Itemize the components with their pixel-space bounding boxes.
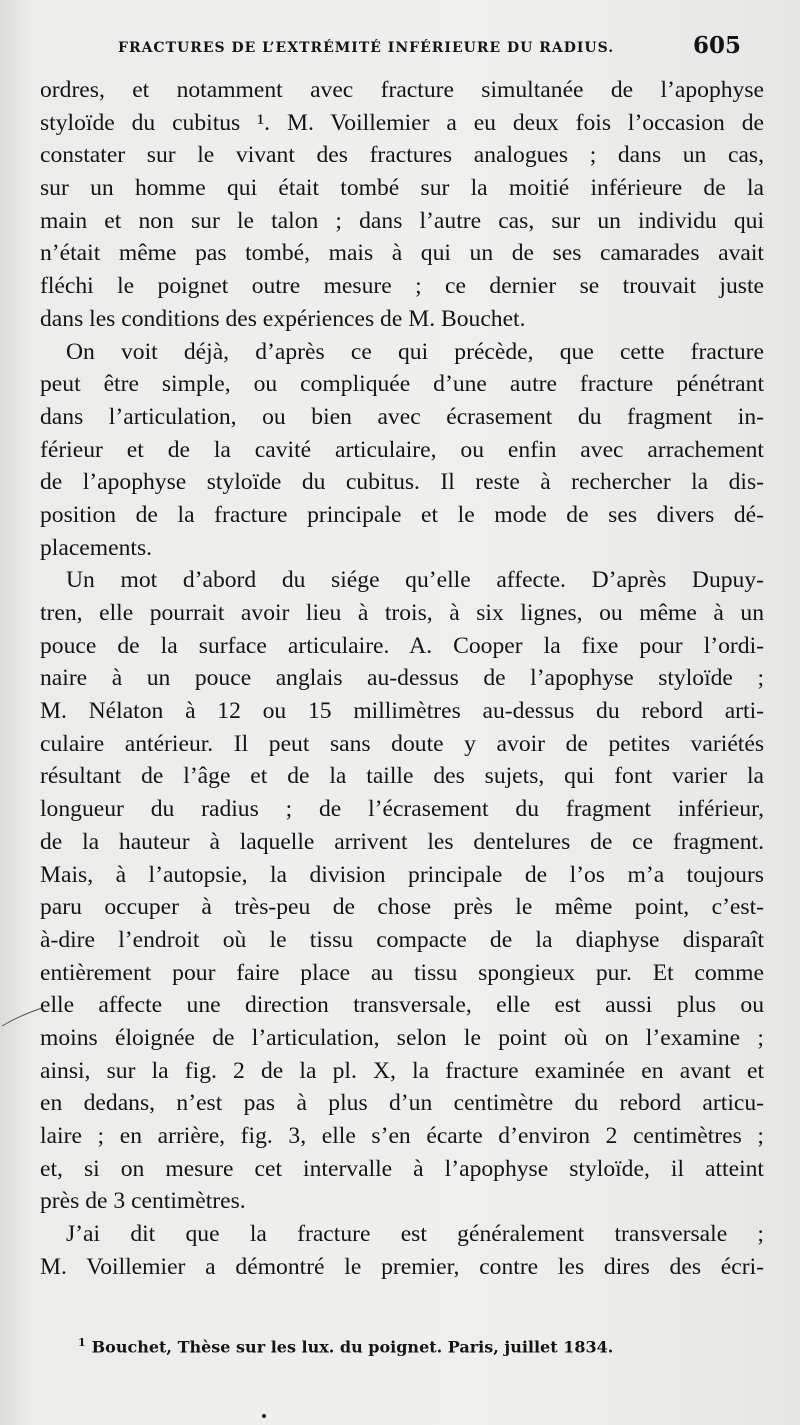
- text-line: Mais, à l’autopsie, la division principale de l’os m’a toujours: [40, 861, 764, 888]
- text-line: n’était même pas tombé, mais à qui un de ses camarades avait: [40, 240, 764, 267]
- text-line: en dedans, n’est pas à plus d’un centimètre du rebord articu-: [40, 1090, 764, 1117]
- text-line: ordres, et notamment avec fracture simultanée de l’apophyse: [40, 77, 764, 103]
- text-line: fléchi le poignet outre mesure ; ce dernier se trouvait juste: [40, 273, 764, 300]
- text-line: férieur et de la cavité articulaire, ou enfin avec arrachement: [40, 436, 764, 463]
- text-line: de l’apophyse styloïde du cubitus. Il reste à rechercher la dis-: [40, 469, 764, 496]
- text-line: et, si on mesure cet intervalle à l’apophyse styloïde, il atteint: [40, 1155, 764, 1182]
- text-line: peut être simple, ou compliquée d’une autre fracture pénétrant: [40, 371, 764, 398]
- text-line: elle affecte une direction transversale, elle est aussi plus ou: [40, 992, 764, 1019]
- text-line: moins éloignée de l’articulation, selon le point où on l’examine ;: [40, 1024, 764, 1051]
- footnote-text: Bouchet, Thèse sur les lux. du poignet. Paris, juillet 1834.: [91, 1337, 614, 1357]
- text-line: paru occuper à très-peu de chose près le même point, c’est-: [40, 894, 764, 921]
- text-line: de la hauteur à laquelle arrivent les dentelures de ce fragment.: [40, 828, 764, 855]
- text-line: placements.: [40, 534, 153, 561]
- text-line: M. Nélaton à 12 ou 15 millimètres au-dessus du rebord arti-: [40, 698, 764, 725]
- text-line: ainsi, sur la fig. 2 de la pl. X, la fracture examinée en avant et: [40, 1057, 764, 1084]
- text-line: sur un homme qui était tombé sur la moitié inférieure de la: [40, 175, 764, 202]
- text-line: On voit déjà, d’après ce qui précède, que cette fracture: [66, 338, 764, 365]
- page-header: [118, 34, 743, 64]
- text-line: résultant de l’âge et de la taille des sujets, qui font varier la: [40, 763, 764, 790]
- text-line: main et non sur le talon ; dans l’autre cas, sur un individu qui: [40, 207, 764, 234]
- text-line: naire à un pouce anglais au-dessus de l’apophyse styloïde ;: [40, 665, 764, 692]
- text-line: tren, elle pourrait avoir lieu à trois, à six lignes, ou même à un: [40, 600, 764, 626]
- text-line: dans les conditions des expériences de M. Bouchet.: [40, 305, 526, 332]
- text-line: laire ; en arrière, fig. 3, elle s’en écarte d’environ 2 centimètres ;: [40, 1123, 764, 1149]
- page-speck: [262, 1414, 266, 1418]
- running-title: FRACTURES DE L’EXTRÉMITÉ INFÉRIEURE DU RADIUS.: [118, 40, 615, 56]
- text-line: styloïde du cubitus ¹. M. Voillemier a eu deux fois l’occasion de: [40, 109, 764, 136]
- text-line: J’ai dit que la fracture est généralement transversale ;: [66, 1221, 764, 1248]
- text-line: M. Voillemier a démontré le premier, contre les dires des écri-: [40, 1253, 764, 1280]
- text-line: position de la fracture principale et le mode de ses divers dé-: [40, 501, 764, 528]
- page-number: 605: [692, 32, 741, 59]
- text-line: constater sur le vivant des fractures analogues ; dans un cas,: [40, 142, 764, 169]
- text-line: près de 3 centimètres.: [40, 1188, 246, 1215]
- text-line: longueur du radius ; de l’écrasement du fragment inférieur,: [40, 796, 764, 823]
- text-line: dans l’articulation, ou bien avec écrasement du fragment in-: [40, 403, 764, 430]
- text-line: entièrement pour faire place au tissu spongieux pur. Et comme: [40, 959, 764, 986]
- footnote-marker: 1: [78, 1336, 86, 1349]
- text-line: pouce de la surface articulaire. A. Cooper la fixe pour l’ordi-: [40, 632, 764, 659]
- body-text: [40, 74, 764, 1283]
- text-line: à-dire l’endroit où le tissu compacte de la diaphyse disparaît: [40, 926, 764, 953]
- text-line: culaire antérieur. Il peut sans doute y avoir de petites variétés: [40, 730, 764, 757]
- footnote: [78, 1336, 638, 1356]
- text-line: Un mot d’abord du siége qu’elle affecte. D’après Dupuy-: [66, 567, 764, 594]
- margin-pencil-mark: [0, 1004, 44, 1028]
